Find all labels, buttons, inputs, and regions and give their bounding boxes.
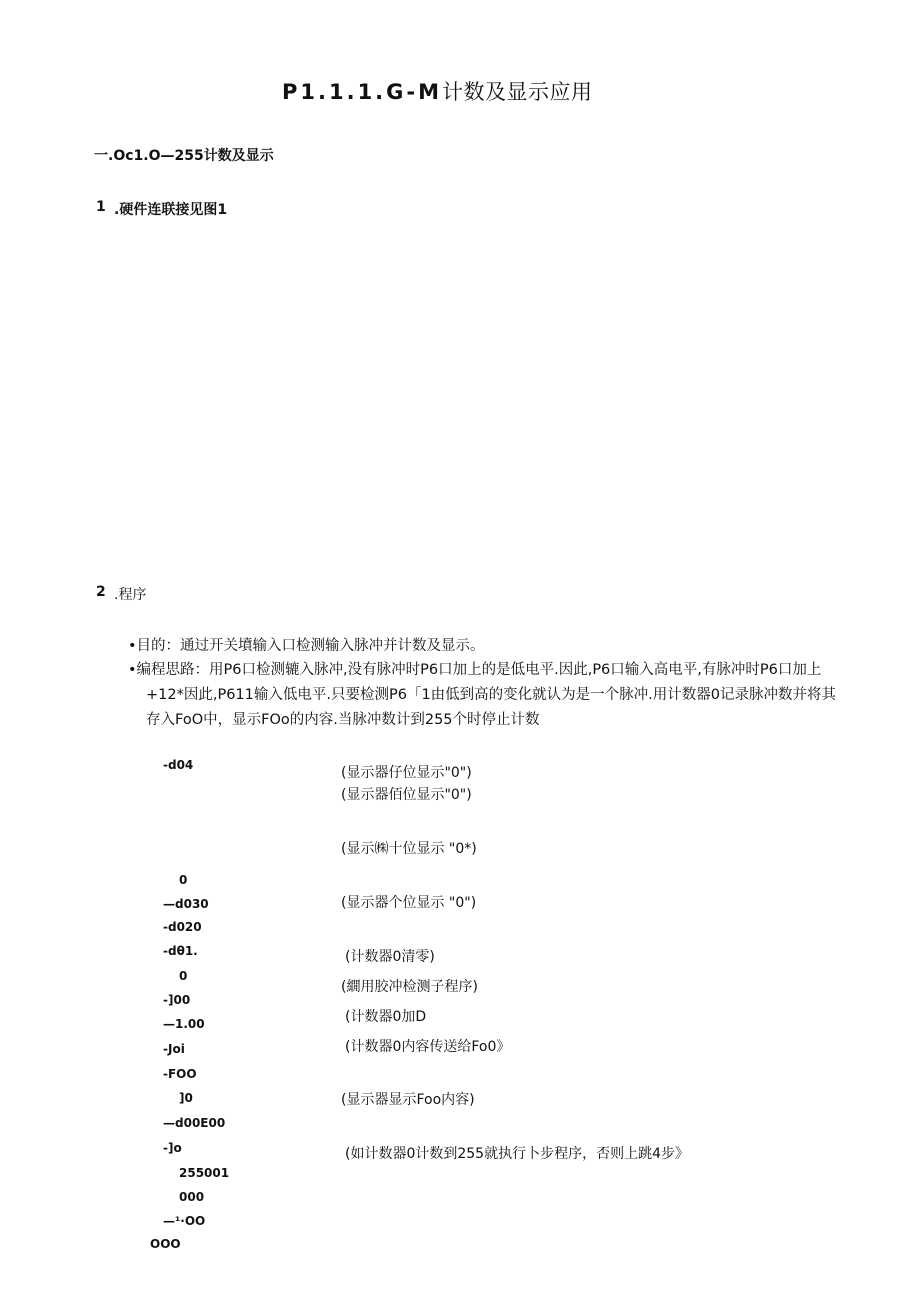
page-title [282,76,593,106]
item-2-number: 2 [96,584,106,600]
code-comment: (如计数器0计数到255就执行卜步程序，否则上跳4步》 [345,1146,689,1162]
code-comment: (显示器仔位显示"0") [341,765,472,781]
code-line: ]0 [179,1091,193,1105]
bullet-idea-line-1: •编程思路：用P6口检测辘入脉冲,没有脉冲时P6口加上的是低电平.因此,P6口输入高电平,有脉冲时P6口加上 [128,662,822,678]
section-heading: 一.Oc1.O—255计数及显示 [94,148,274,164]
code-comment: (计数器0清零) [345,949,435,965]
code-comment: (显示器佰位显示"0") [341,787,472,803]
code-line: -Joi [163,1042,185,1056]
code-comment: (计数器0加D [345,1009,427,1025]
bullet-idea-line-2: +12*因此,P611输入低电平.只要检测P6「1由低到高的变化就认为是一个脉冲.用计数器0记录脉冲数并将其 [146,687,837,703]
code-line: -dθ1. [163,944,198,958]
code-comment: (繝用胶冲检测子程序) [341,979,478,995]
hardware-figure-placeholder [96,230,856,560]
code-line: 000 [179,1190,205,1204]
code-comment: (显示㈱十位显示 "0*) [341,841,477,857]
code-line: 0 [179,969,188,983]
code-line: -]00 [163,993,191,1007]
code-line: —d030 [163,897,209,911]
code-line: 255001 [179,1166,230,1180]
item-1-text: .硬件连联接见图1 [114,202,228,218]
code-line: —d00E00 [163,1116,226,1130]
code-line: -FOO [163,1067,197,1081]
code-line: —¹·OO [163,1214,206,1228]
item-1-number: 1 [96,199,106,215]
code-comment: (显示器个位显示 "0") [341,895,477,911]
item-2-text: .程序 [114,587,147,603]
code-line: -d020 [163,920,202,934]
bullet-purpose: •目的：通过开关墳输入口检测输入脉冲并计数及显示。 [128,638,485,654]
code-line: -d04 [163,758,194,772]
code-line: OOO [150,1237,181,1251]
title-cjk: 计数及显示应用 [442,80,593,104]
code-comment: (计数器0内容传送给Fo0》 [345,1039,511,1055]
bullet-idea-line-3: 存入FoO中，显示FOo的内容.当脉冲数计到255个时停止计数 [146,712,540,728]
code-comment: (显示器显示Foo内容) [341,1092,475,1108]
code-line: —1.00 [163,1017,205,1031]
code-line: -]o [163,1141,182,1155]
title-latin: P1.1.1.G-M [282,80,443,104]
code-line: 0 [179,873,188,887]
